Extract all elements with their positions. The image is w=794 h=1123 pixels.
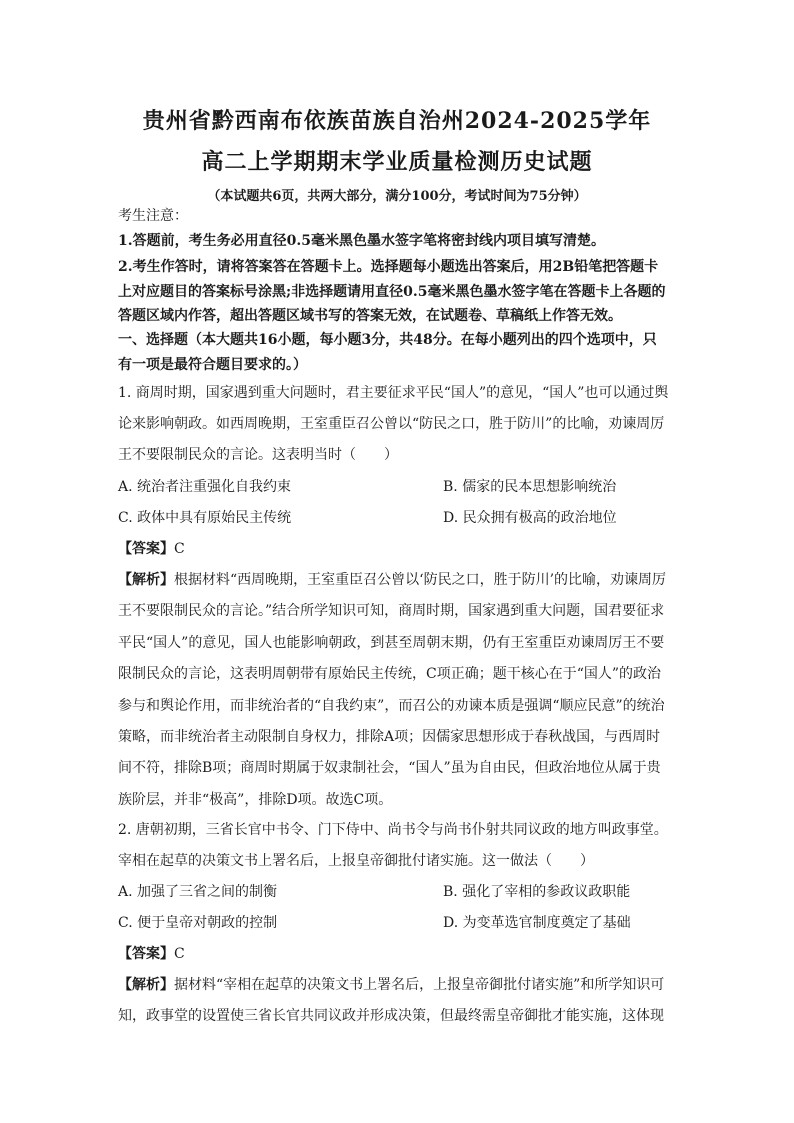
title-line-1: 贵州省黔西南布依族苗族自治州2024-2025学年 (142, 108, 652, 134)
q1-analysis-line-4: 限制民众的言论，这表明周朝带有原始民主传统，C项正确；题干核心在于“国人”的政治 (118, 666, 662, 682)
q1-option-a: A. 统治者注重强化自我约束 (118, 479, 292, 495)
title-line-2: 高二上学期期末学业质量检测历史试题 (201, 149, 593, 175)
q1-analysis-line-1 (118, 570, 678, 590)
q2-option-c: C. 便于皇帝对朝政的控制 (118, 915, 278, 931)
q2-analysis-line-2: 知，政事堂的设置使三省长官共同议政并形成决策，但最终需皇帝御批才能实施，这体现 (118, 1008, 664, 1024)
q1-analysis-line-7: 间不符，排除B项；商周时期属于奴隶制社会，“国人”虽为自由民，但政治地位从属于贵 (118, 760, 661, 776)
q1-option-d: D. 民众拥有极高的政治地位 (443, 510, 617, 526)
q2-analysis-line-1 (118, 975, 678, 995)
notice-item-2-line-1: 2.考生作答时，请将答案答在答题卡上。选择题每小题选出答案后，用2B铅笔把答题卡 (118, 259, 659, 275)
notice-heading: 考生注意： (118, 208, 188, 224)
q2-stem-line-1: 2. 唐朝初期，三省长官中书令、门下侍中、尚书令与尚书仆射共同议政的地方叫政事堂。 (118, 822, 668, 838)
q2-answer (118, 944, 678, 964)
q1-option-b: B. 儒家的民本思想影响统治 (443, 479, 617, 495)
q1-stem-line-3: 王不要限制民众的言论。这表明当时（ ） (118, 447, 398, 463)
q2-stem-line-2: 宰相在起草的决策文书上署名后，上报皇帝御批付诸实施。这一做法（ ） (118, 853, 594, 869)
section-heading-line-2: 有一项是最符合题目要求的。） (118, 357, 307, 373)
answer-value: C (174, 541, 185, 557)
q1-option-c: C. 政体中具有原始民主传统 (118, 510, 292, 526)
exam-note: （本试题共6页，共两大部分，满分100分，考试时间为75分钟） (207, 189, 587, 204)
q1-stem-line-1: 1. 商周时期，国家遇到重大问题时，君主要征求平民“国人”的意见，“国人”也可以通过舆 (118, 385, 669, 401)
analysis-text: 据材料“宰相在起草的决策文书上署名后，上报皇帝御批付诸实施”和所学知识可 (174, 977, 665, 993)
section-heading-line-1: 一、选择题（本大题共16小题，每小题3分，共48分。在每小题列出的四个选项中，只 (118, 332, 657, 348)
notice-item-1: 1.答题前，考生务必用直径0.5毫米黑色墨水签字笔将密封线内项目填写清楚。 (118, 233, 605, 249)
q1-answer (118, 539, 678, 559)
q1-analysis-line-2: 王不要限制民众的言论。”结合所学知识可知，商周时期，国家遇到重大问题，国君要征求 (118, 603, 665, 619)
notice-item-2-line-3: 答题区域内作答，超出答题区域书写的答案无效，在试题卷、草稿纸上作答无效。 (118, 308, 622, 324)
q1-analysis-line-3: 平民“国人”的意见，国人也能影响朝政，到甚至周朝末期，仍有王室重臣劝谏周厉王不要 (118, 635, 665, 651)
q2-option-d: D. 为变革选官制度奠定了基础 (443, 915, 631, 931)
q1-stem-line-2: 论来影响朝政。如西周晚期，王室重臣召公曾以“防民之口，胜于防川”的比喻，劝谏周厉 (118, 416, 665, 432)
q1-analysis-line-6: 策略，而非统治者主动限制自身权力，排除A项；因儒家思想形成于春秋战国，与西周时 (118, 729, 661, 745)
q2-option-a: A. 加强了三省之间的制衡 (118, 884, 278, 900)
notice-item-2-line-2: 上对应题目的答案标号涂黑;非选择题请用直径0.5毫米黑色墨水签字笔在答题卡上各题的 (118, 284, 666, 300)
answer-tag: 【答案】 (118, 946, 174, 962)
q1-analysis-line-5: 参与和舆论作用，而非统治者的“自我约束”，而召公的劝谏本质是强调“顺应民意”的统治 (118, 698, 665, 714)
analysis-tag: 【解析】 (118, 977, 174, 993)
analysis-tag: 【解析】 (118, 572, 174, 588)
q1-analysis-line-8: 族阶层，并非“极高”，排除D项。故选C项。 (118, 792, 393, 808)
answer-value: C (174, 946, 185, 962)
analysis-text: 根据材料“西周晚期，王室重臣召公曾以‘防民之口，胜于防川’的比喻，劝谏周厉 (174, 572, 667, 588)
q2-option-b: B. 强化了宰相的参政议政职能 (443, 884, 631, 900)
answer-tag: 【答案】 (118, 541, 174, 557)
